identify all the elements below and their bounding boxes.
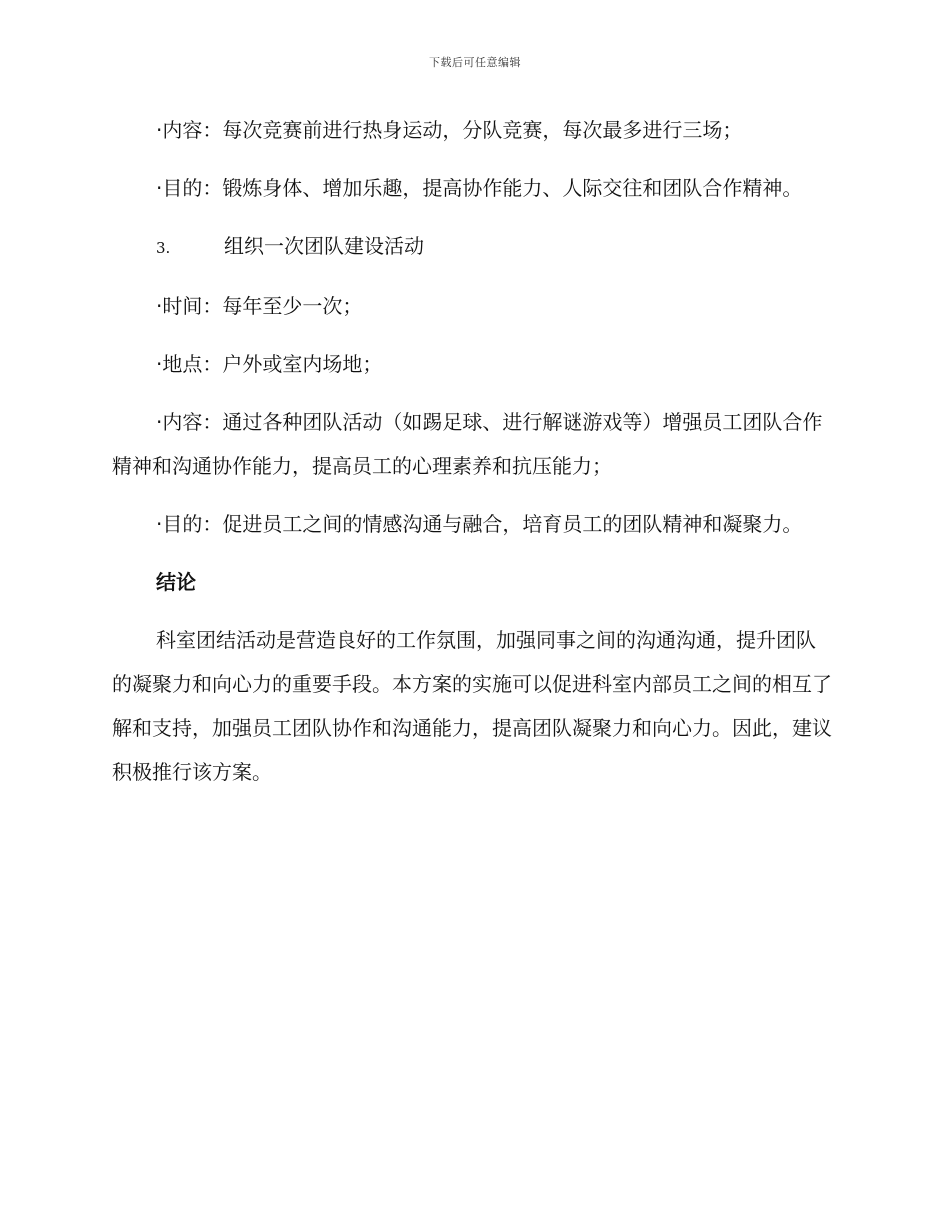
numbered-item-3 [112,224,832,270]
paragraph-activity-purpose: ·目的：促进员工之间的情感沟通与融合，培育员工的团队精神和凝聚力。 [156,512,803,536]
conclusion-heading: 结论 [156,570,196,594]
paragraph-purpose: ·目的：锻炼身体、增加乐趣，提高协作能力、人际交往和团队合作精神。 [156,176,803,200]
conclusion-paragraph: 科室团结活动是营造良好的工作氛围，加强同事之间的沟通沟通，提升团队的凝聚力和向心力的重要手段。本方案的实施可以促进科室内部员工之间的相互了解和支持，加强员工团队协作和沟通能力，提高团队凝聚力和向心力。因此，建议积极推行该方案。 [112,628,832,784]
paragraph-content: ·内容：每次竞赛前进行热身运动，分队竞赛，每次最多进行三场； [156,118,743,142]
paragraph-location: ·地点：户外或室内场地； [156,352,383,376]
paragraph-activity-content: ·内容：通过各种团队活动（如踢足球、进行解谜游戏等）增强员工团队合作精神和沟通协作能力，提高员工的心理素养和抗压能力； [112,410,823,478]
page-header: 下载后可任意编辑 [429,56,521,69]
item-number: 3. [156,239,171,257]
item-title: 组织一次团队建设活动 [224,234,424,258]
paragraph-time: ·时间：每年至少一次； [156,294,363,318]
document-body [112,108,832,794]
